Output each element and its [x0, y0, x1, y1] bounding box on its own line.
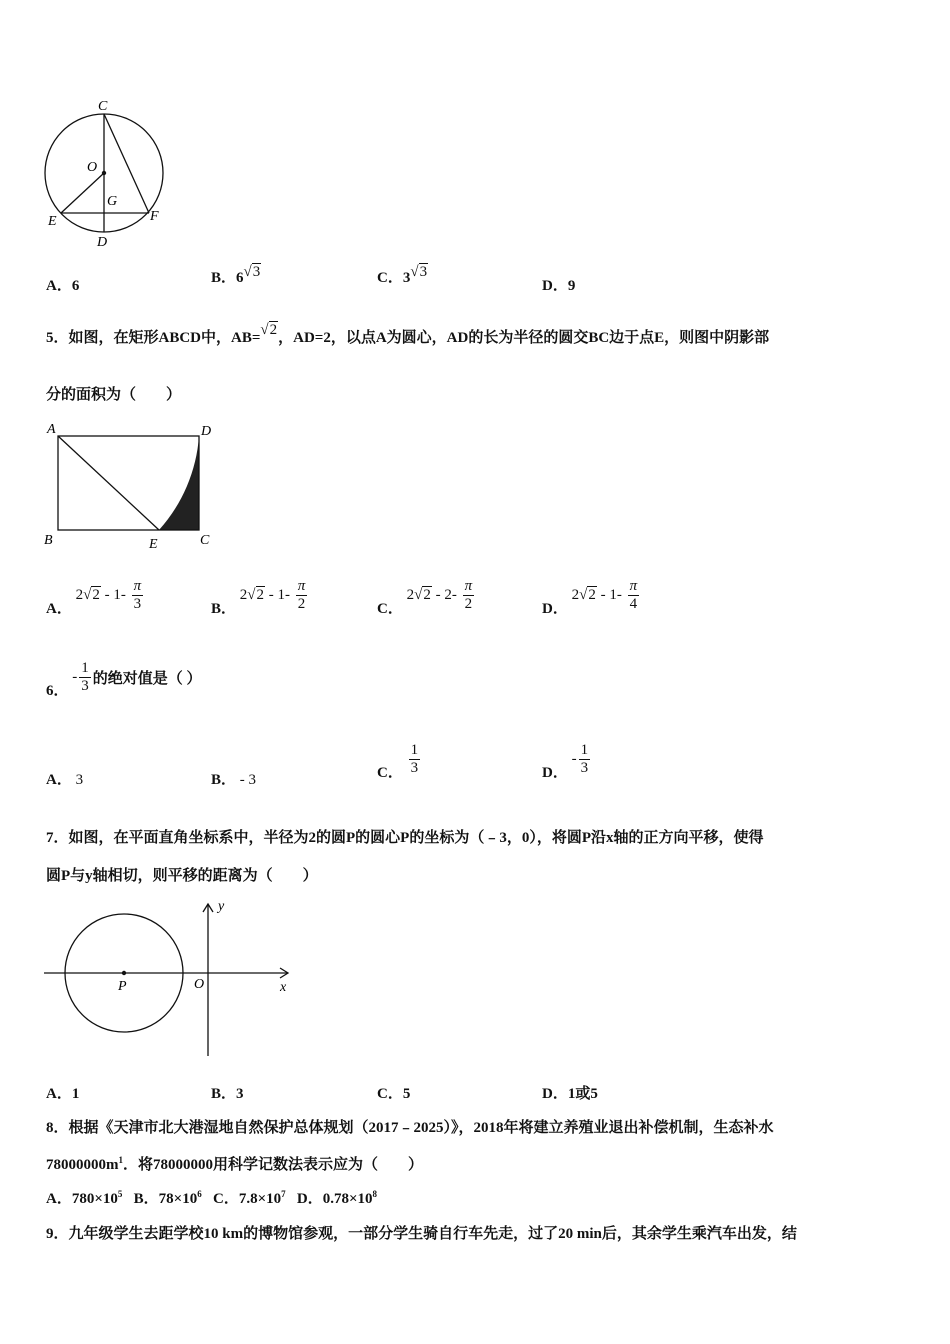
q6-option-c[interactable]: C． $\frac{1}{3}$ [377, 742, 419, 782]
label-g: G [107, 194, 118, 209]
q4-option-c[interactable]: C．3√3 [377, 264, 428, 286]
q6-c-fraction: $\frac{1}{3}$ [410, 742, 419, 777]
label-x: x [280, 980, 287, 995]
label-y: y [218, 899, 225, 914]
q8-options-row [46, 1187, 377, 1208]
q6-stem: 6． - $\frac{1}{3}$ 的绝对值是（ ） [46, 660, 202, 700]
q7-stem-line2: 圆P与y轴相切，则平移的距离为（ ） [46, 868, 318, 884]
q8-stem-line1: 8．根据《天津市北大港湿地自然保护总体规划（2017﹣2025）》，2018年将建立养殖业退出补偿机制，生态补水 [46, 1120, 774, 1136]
q5-stem-line2: 分的面积为（ ） [46, 387, 182, 403]
q5-option-b[interactable]: B． 2√2 - 1- $\frac{\pi}{2}$ [211, 578, 306, 618]
label-e: E [149, 537, 158, 552]
q7-coordinate-figure [42, 898, 297, 1063]
pi-fraction: $\frac{\pi}{2}$ [464, 578, 473, 613]
q8-stem-line2: $78000000m^1$．将78000000用科学记数法表示应为（ ） [46, 1155, 424, 1173]
q6-option-a[interactable]: A． 3 [46, 772, 84, 788]
q7-option-b[interactable]: B．3 [211, 1086, 244, 1102]
q6-option-b[interactable]: B． - 3 [211, 772, 257, 788]
q8-option-b[interactable]: B．$78\times 10^6$ [133, 1189, 202, 1207]
label-c: C [200, 533, 210, 548]
pi-fraction: $\frac{\pi}{2}$ [297, 578, 306, 613]
q5-option-c[interactable]: C． 2√2 - 2- $\frac{\pi}{2}$ [377, 578, 473, 618]
label-o: O [194, 977, 205, 992]
q6-fraction: $\frac{1}{3}$ [81, 660, 89, 695]
q4-option-b[interactable]: B．6√3 [211, 264, 261, 286]
q5-option-a[interactable]: A． 2√2 - 1- $\frac{\pi}{3}$ [46, 578, 142, 618]
q8-option-c[interactable]: C．$7.8\times 10^7$ [212, 1189, 286, 1207]
q4-option-d[interactable]: D．9 [542, 278, 576, 294]
q5-rectangle-figure [42, 418, 222, 553]
q4-option-a[interactable]: A．6 [46, 278, 80, 294]
pi-fraction: $\frac{\pi}{4}$ [629, 578, 638, 613]
q6-d-fraction: $\frac{1}{3}$ [580, 742, 589, 777]
label-a: A [47, 422, 56, 437]
q8-option-d[interactable]: D．$0.78\times 10^8$ [296, 1189, 378, 1207]
pi-fraction: $\frac{\pi}{3}$ [133, 578, 142, 613]
label-o: O [87, 160, 98, 175]
q7-option-a[interactable]: A．1 [46, 1086, 80, 1102]
q5-stem-line1: 5．如图，在矩形ABCD中，AB=√2，AD=2，以点A为圆心，AD的长为半径的圆交BC边于点E，则图中阴影部 [46, 322, 770, 346]
q7-option-d[interactable]: D．1或5 [542, 1086, 598, 1102]
label-c: C [98, 99, 108, 114]
label-f: F [150, 209, 159, 224]
label-d: D [97, 235, 108, 250]
label-e: E [48, 214, 57, 229]
q7-option-c[interactable]: C．5 [377, 1086, 411, 1102]
label-d: D [201, 424, 212, 439]
q5-option-d[interactable]: D． 2√2 - 1- $\frac{\pi}{4}$ [542, 578, 638, 618]
q8-option-a[interactable]: A．$780\times 10^5$ [46, 1189, 123, 1207]
label-p: P [118, 979, 127, 994]
q4-circle-figure [40, 95, 170, 255]
q6-option-d[interactable]: D． - $\frac{1}{3}$ [542, 742, 589, 782]
q7-stem-line1: 7．如图，在平面直角坐标系中，半径为2的圆P的圆心P的坐标为（﹣3，0），将圆P沿x轴的正方向平移，使得 [46, 830, 764, 846]
label-b: B [44, 533, 53, 548]
q9-stem-line1: 9．九年级学生去距学校10 km的博物馆参观，一部分学生骑自行车先走，过了20 min后，其余学生乘汽车出发，结 [46, 1226, 797, 1242]
